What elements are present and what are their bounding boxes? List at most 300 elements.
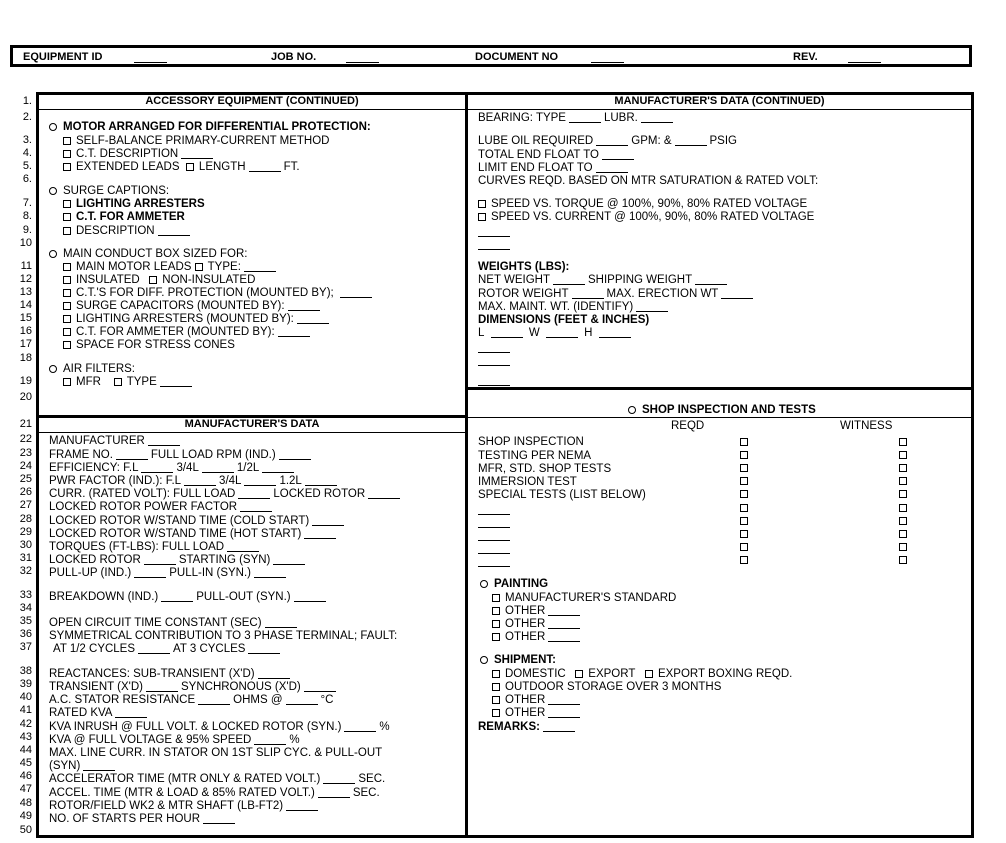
space-stress-checkbox[interactable] (63, 341, 71, 349)
export-label: EXPORT (588, 668, 636, 680)
paint-other-label: OTHER (505, 618, 546, 630)
lighting-arresters-checkbox[interactable] (63, 200, 71, 208)
line-number: 6. (22, 173, 32, 185)
line-number: 46 (19, 770, 32, 782)
mfr-standard-checkbox[interactable] (492, 594, 500, 602)
shipment-heading: SHIPMENT: (480, 654, 556, 667)
line-number: 2. (22, 111, 32, 123)
kva-inrush-field[interactable] (344, 721, 376, 732)
line-number: 1. (22, 95, 32, 107)
line-number: 49 (19, 810, 32, 822)
total-end-float-field[interactable] (602, 149, 634, 160)
max-erection-label: MAX. ERECTION WT (606, 288, 719, 300)
rev-field[interactable] (848, 62, 881, 63)
space-stress-label: SPACE FOR STRESS CONES (76, 339, 235, 351)
ship-other-label: OTHER (505, 707, 546, 719)
syn-field[interactable] (83, 760, 115, 771)
ct-description-label: C.T. DESCRIPTION (76, 148, 179, 160)
paint-other-label: OTHER (505, 605, 546, 617)
speed-current-checkbox[interactable] (478, 213, 486, 221)
test-immersion: IMMERSION TEST (478, 476, 577, 488)
eff-1-2-field[interactable] (262, 462, 294, 473)
torques-field[interactable] (227, 541, 259, 552)
reqd-checkbox[interactable] (740, 530, 748, 538)
main-motor-leads-checkbox[interactable] (63, 263, 71, 271)
lube-oil-label: LUBE OIL REQUIRED (478, 135, 594, 147)
ship-other-field[interactable] (548, 694, 580, 705)
ship-other-label: OTHER (505, 694, 546, 706)
psig-label: PSIG (709, 135, 737, 147)
description-label: DESCRIPTION (76, 225, 155, 237)
accel-time2-label: ACCEL. TIME (MTR & LOAD & 85% RATED VOLT.) (49, 787, 315, 799)
lube-oil-field[interactable] (596, 135, 628, 146)
speed-torque-checkbox[interactable] (478, 200, 486, 208)
witness-header: WITNESS (840, 420, 893, 432)
line-number: 25 (19, 473, 32, 485)
special-test-line[interactable] (478, 540, 510, 541)
at-3-field[interactable] (248, 643, 280, 654)
locked-cold-field[interactable] (312, 515, 344, 526)
accel-time-label: ACCELERATOR TIME (MTR ONLY & RATED VOLT.) (49, 773, 321, 785)
syn-label: (SYN) (49, 760, 81, 772)
blank-line[interactable] (49, 836, 81, 837)
bearing-type-label: BEARING: TYPE (478, 112, 566, 124)
air-filters-radio[interactable] (49, 365, 57, 373)
total-end-float-label: TOTAL END FLOAT TO (478, 149, 599, 161)
painting-heading: PAINTING (480, 578, 548, 591)
reqd-checkbox[interactable] (740, 504, 748, 512)
ct-ammeter-mounted-field[interactable] (278, 326, 310, 337)
shop-divider (468, 417, 971, 418)
type-checkbox[interactable] (195, 263, 203, 271)
job-no-field[interactable] (346, 62, 379, 63)
curr-locked-rotor-label: LOCKED ROTOR (273, 488, 366, 500)
mfr-continued-title: MANUFACTURER'S DATA (CONTINUED) (468, 95, 971, 110)
starting-label: STARTING (SYN) (178, 554, 271, 566)
rated-kva-label: RATED KVA (49, 707, 113, 719)
surge-heading: SURGE CAPTIONS: (49, 185, 169, 198)
paint-other-label: OTHER (505, 631, 546, 643)
speed-current-label: SPEED VS. CURRENT @ 100%, 90%, 80% RATED VOLTAGE (491, 211, 815, 223)
ohms-temp-field[interactable] (286, 694, 318, 705)
remarks-field[interactable] (543, 721, 575, 732)
rotor-wk2-field[interactable] (286, 800, 318, 811)
line-number: 47 (19, 783, 32, 795)
line-number: 33 (19, 589, 32, 601)
line-number: 28 (19, 513, 32, 525)
line-number: 45 (19, 757, 32, 769)
conduct-box-radio[interactable] (49, 250, 57, 258)
export-boxing-label: EXPORT BOXING REQD. (657, 668, 793, 680)
line-number: 7. (22, 197, 32, 209)
remarks-label: REMARKS: (478, 721, 540, 733)
line-number: 27 (19, 499, 32, 511)
accel-time-field[interactable] (323, 773, 355, 784)
dim-l-field[interactable] (491, 327, 523, 338)
domestic-label: DOMESTIC (505, 668, 566, 680)
open-circuit-label: OPEN CIRCUIT TIME CONSTANT (SEC) (49, 617, 262, 629)
curr-label: CURR. (RATED VOLT): FULL LOAD (49, 488, 236, 500)
line-number: 42 (19, 718, 32, 730)
reqd-checkbox[interactable] (740, 556, 748, 564)
pull-in-label: PULL-IN (SYN.) (169, 567, 252, 579)
length-field[interactable] (249, 161, 281, 172)
shipment-radio[interactable] (480, 656, 488, 664)
speed-torque-label: SPEED VS. TORQUE @ 100%, 90%, 80% RATED VOLTAGE (491, 198, 808, 210)
full-load-rpm-field[interactable] (279, 449, 311, 460)
curves-label: CURVES REQD. BASED ON MTR SATURATION & RATED VOLT: (478, 175, 819, 187)
locked-rotor-label: LOCKED ROTOR (49, 554, 141, 566)
shipping-weight-label: SHIPPING WEIGHT (587, 274, 693, 286)
filter-type-checkbox[interactable] (114, 378, 122, 386)
gpm-label: GPM: & (631, 135, 672, 147)
ct-ammeter-label: C.T. FOR AMMETER (76, 211, 185, 223)
locked-hot-field[interactable] (304, 528, 336, 539)
mfr-data-title: MANUFACTURER'S DATA (39, 418, 465, 433)
test-mfr-std: MFR, STD. SHOP TESTS (478, 463, 612, 475)
psig-field[interactable] (675, 135, 707, 146)
eff-3-4-label: 3/4L (176, 462, 199, 474)
accessory-equipment-section (36, 92, 468, 418)
witness-checkbox[interactable] (899, 556, 907, 564)
lubr-label: LUBR. (603, 112, 638, 124)
line-number: 26 (19, 486, 32, 498)
non-insulated-label: NON-INSULATED (162, 274, 256, 286)
locked-rotor-field[interactable] (144, 554, 176, 565)
max-maint-field[interactable] (636, 301, 668, 312)
witness-checkbox[interactable] (899, 517, 907, 525)
locked-rotor-pf-label: LOCKED ROTOR POWER FACTOR (49, 501, 238, 513)
shop-inspection-radio[interactable] (628, 406, 636, 414)
test-shop-inspection: SHOP INSPECTION (478, 436, 584, 448)
breakdown-field[interactable] (161, 591, 193, 602)
lubr-field[interactable] (641, 112, 673, 123)
paint-other-field[interactable] (548, 618, 580, 629)
witness-checkbox[interactable] (899, 464, 907, 472)
rotor-weight-field[interactable] (572, 288, 604, 299)
job-no-label: JOB NO. (271, 51, 317, 63)
ct-ammeter-mounted-checkbox[interactable] (63, 328, 71, 336)
length-label: LENGTH (198, 161, 246, 173)
line-number: 50 (19, 824, 32, 836)
reqd-checkbox[interactable] (740, 490, 748, 498)
blank-line[interactable] (478, 249, 510, 250)
eff-3-4-field[interactable] (202, 462, 234, 473)
transient-label: TRANSIENT (X'D) (49, 681, 143, 693)
document-no-label: DOCUMENT NO (475, 51, 559, 63)
pwr-factor-label: PWR FACTOR (IND.): F.L (49, 475, 182, 487)
line-number: 17 (19, 338, 32, 350)
reqd-checkbox[interactable] (740, 517, 748, 525)
transient-field[interactable] (146, 681, 178, 692)
line-number: 31 (19, 552, 32, 564)
surge-capacitors-checkbox[interactable] (63, 302, 71, 310)
synchronous-label: SYNCHRONOUS (X'D) (181, 681, 301, 693)
locked-rotor-pf-field[interactable] (240, 501, 272, 512)
reqd-checkbox[interactable] (740, 451, 748, 459)
dim-h-field[interactable] (599, 327, 631, 338)
witness-checkbox[interactable] (899, 451, 907, 459)
reqd-checkbox[interactable] (740, 543, 748, 551)
manufacturer-field[interactable] (148, 435, 180, 446)
self-balance-label: SELF-BALANCE PRIMARY-CURRENT METHOD (76, 135, 330, 147)
open-circuit-field[interactable] (265, 617, 297, 628)
line-number: 36 (19, 628, 32, 640)
line-number: 34 (19, 602, 32, 614)
witness-checkbox[interactable] (899, 504, 907, 512)
line-number: 43 (19, 731, 32, 743)
witness-checkbox[interactable] (899, 490, 907, 498)
blank-line[interactable] (478, 236, 510, 237)
witness-checkbox[interactable] (899, 530, 907, 538)
rotor-wk2-label: ROTOR/FIELD WK2 & MTR SHAFT (LB-FT2) (49, 800, 284, 812)
pull-out-field[interactable] (294, 591, 326, 602)
type-field[interactable] (244, 261, 276, 272)
frame-no-field[interactable] (116, 449, 148, 460)
line-number: 10 (19, 237, 32, 249)
bearing-type-field[interactable] (569, 112, 601, 123)
pull-in-field[interactable] (254, 567, 286, 578)
cts-diff-checkbox[interactable] (63, 289, 71, 297)
kva-full-pct: % (289, 734, 300, 746)
domestic-checkbox[interactable] (492, 670, 500, 678)
ship-other-checkbox[interactable] (492, 709, 500, 717)
limit-end-float-label: LIMIT END FLOAT TO (478, 162, 593, 174)
accel-time2-sec: SEC. (352, 787, 380, 799)
starts-per-hour-label: NO. OF STARTS PER HOUR (49, 813, 201, 825)
line-number: 39 (19, 678, 32, 690)
blank-line[interactable] (478, 385, 510, 386)
blank-line[interactable] (478, 365, 510, 366)
frame-no-label: FRAME NO. (49, 449, 113, 461)
special-test-line[interactable] (478, 514, 510, 515)
insulated-label: INSULATED (76, 274, 140, 286)
line-number: 11 (20, 260, 32, 272)
dimensions-heading: DIMENSIONS (FEET & INCHES) (478, 314, 650, 326)
surge-radio[interactable] (49, 187, 57, 195)
paint-other-checkbox[interactable] (492, 607, 500, 615)
line-number: 8. (22, 210, 32, 222)
efficiency-fl-field[interactable] (141, 462, 173, 473)
witness-checkbox[interactable] (899, 543, 907, 551)
reqd-checkbox[interactable] (740, 477, 748, 485)
weights-heading: WEIGHTS (LBS): (478, 261, 570, 273)
rotor-weight-label: ROTOR WEIGHT (478, 288, 569, 300)
ship-other-field[interactable] (548, 707, 580, 718)
shop-title: SHOP INSPECTION AND TESTS (628, 404, 816, 417)
line-number: 15 (19, 312, 32, 324)
shop-inspection-section (465, 387, 974, 838)
line-number: 16 (19, 325, 32, 337)
witness-checkbox[interactable] (899, 477, 907, 485)
pf-3-4-label: 3/4L (219, 475, 242, 487)
equipment-id-field[interactable] (134, 62, 167, 63)
extended-leads-label: EXTENDED LEADS (76, 161, 180, 173)
cts-diff-field[interactable] (340, 287, 372, 298)
lighting-mounted-field[interactable] (297, 313, 329, 324)
line-number: 4. (22, 147, 32, 159)
pull-up-field[interactable] (134, 567, 166, 578)
line-number: 38 (19, 665, 32, 677)
outdoor-storage-checkbox[interactable] (492, 683, 500, 691)
cts-diff-label: C.T.'S FOR DIFF. PROTECTION (MOUNTED BY); (76, 287, 334, 299)
special-test-line[interactable] (478, 553, 510, 554)
efficiency-label: EFFICIENCY: F.L (49, 462, 139, 474)
line-number: 44 (19, 744, 32, 756)
shipping-weight-field[interactable] (695, 274, 727, 285)
mfr-label: MFR (76, 376, 101, 388)
kva-inrush-label: KVA INRUSH @ FULL VOLT. & LOCKED ROTOR (SYN.) (49, 721, 342, 733)
rev-label: REV. (793, 51, 818, 63)
blank-line[interactable] (478, 352, 510, 353)
paint-other-checkbox[interactable] (492, 633, 500, 641)
full-load-rpm-label: FULL LOAD RPM (IND.) (150, 449, 276, 461)
line-number: 29 (19, 526, 32, 538)
limit-end-float-field[interactable] (596, 162, 628, 173)
dim-w-label: W (528, 327, 540, 339)
max-erection-field[interactable] (721, 288, 753, 299)
curr-full-load-field[interactable] (238, 488, 270, 499)
motor-protection-heading: MOTOR ARRANGED FOR DIFFERENTIAL PROTECTION: (49, 121, 371, 134)
accel-time-sec: SEC. (358, 773, 386, 785)
line-number: 21 (19, 418, 32, 430)
line-number: 18 (19, 352, 32, 364)
export-checkbox[interactable] (575, 670, 583, 678)
ohms-label: OHMS @ (233, 694, 283, 706)
export-boxing-checkbox[interactable] (645, 670, 653, 678)
at-half-label: AT 1/2 CYCLES (53, 643, 136, 655)
filter-type-label: TYPE (126, 376, 157, 388)
kva-full-field[interactable] (254, 734, 286, 745)
extended-leads-checkbox[interactable] (63, 163, 71, 171)
line-number: 14 (19, 299, 32, 311)
max-maint-label: MAX. MAINT. WT. (IDENTIFY) (478, 301, 634, 313)
stator-resistance-label: A.C. STATOR RESISTANCE (49, 694, 196, 706)
line-number: 19 (19, 375, 32, 387)
eff-1-2-label: 1/2L (236, 462, 260, 474)
paint-other-field[interactable] (548, 631, 580, 642)
line-number: 5. (22, 160, 32, 172)
torques-label: TORQUES (FT-LBS): FULL LOAD (49, 541, 225, 553)
lighting-mounted-label: LIGHTING ARRESTERS (MOUNTED BY): (76, 313, 294, 325)
line-number: 24 (19, 460, 32, 472)
mfr-standard-label: MANUFACTURER'S STANDARD (505, 592, 677, 604)
paint-other-field[interactable] (548, 605, 580, 616)
line-number: 48 (19, 797, 32, 809)
rated-kva-field[interactable] (115, 707, 147, 718)
net-weight-field[interactable] (553, 274, 585, 285)
conduct-box-heading: MAIN CONDUCT BOX SIZED FOR: (49, 248, 247, 261)
net-weight-label: NET WEIGHT (478, 274, 550, 286)
manufacturer-label: MANUFACTURER (49, 435, 145, 447)
symmetrical-label: SYMMETRICAL CONTRIBUTION TO 3 PHASE TERMINAL; FAULT: (49, 630, 398, 642)
description-field[interactable] (158, 225, 190, 236)
header-bar (10, 45, 972, 67)
filter-type-field[interactable] (160, 376, 192, 387)
mfr-checkbox[interactable] (63, 378, 71, 386)
stator-resistance-field[interactable] (198, 694, 230, 705)
line-number: 20 (19, 391, 32, 403)
type-label: TYPE: (207, 261, 241, 273)
reqd-checkbox[interactable] (740, 464, 748, 472)
motor-protection-radio[interactable] (49, 123, 57, 131)
starts-per-hour-field[interactable] (203, 813, 235, 824)
ft-label: FT. (283, 161, 300, 173)
special-test-line[interactable] (478, 566, 510, 567)
ct-description-checkbox[interactable] (63, 150, 71, 158)
special-test-line[interactable] (478, 527, 510, 528)
starting-field[interactable] (273, 554, 305, 565)
paint-other-checkbox[interactable] (492, 620, 500, 628)
curr-locked-rotor-field[interactable] (368, 488, 400, 499)
manufacturer-data-section (36, 415, 468, 838)
deg-c-label: °C (320, 694, 334, 706)
locked-cold-label: LOCKED ROTOR W/STAND TIME (COLD START) (49, 515, 310, 527)
lighting-arresters-label: LIGHTING ARRESTERS (76, 198, 205, 210)
non-insulated-checkbox[interactable] (149, 276, 157, 284)
test-special: SPECIAL TESTS (LIST BELOW) (478, 489, 646, 501)
pull-up-label: PULL-UP (IND.) (49, 567, 132, 579)
painting-radio[interactable] (480, 580, 488, 588)
ship-other-checkbox[interactable] (492, 696, 500, 704)
ct-ammeter-checkbox[interactable] (63, 213, 71, 221)
at-half-field[interactable] (138, 643, 170, 654)
pull-out-label: PULL-OUT (SYN.) (196, 591, 291, 603)
equipment-id-label: EQUIPMENT ID (23, 51, 103, 63)
accel-time2-field[interactable] (318, 787, 350, 798)
pf-3-4-field[interactable] (244, 475, 276, 486)
self-balance-checkbox[interactable] (63, 137, 71, 145)
line-number: 37 (19, 641, 32, 653)
line-number: 22 (19, 433, 32, 445)
line-number: 3. (22, 134, 32, 146)
surge-capacitors-label: SURGE CAPACITORS (MOUNTED BY): (76, 300, 285, 312)
document-no-field[interactable] (591, 62, 624, 63)
line-number: 12 (19, 273, 32, 285)
line-number: 13 (19, 286, 32, 298)
outdoor-storage-label: OUTDOOR STORAGE OVER 3 MONTHS (505, 681, 722, 693)
pf-fl-field[interactable] (184, 475, 216, 486)
lighting-mounted-checkbox[interactable] (63, 315, 71, 323)
accessory-title: ACCESSORY EQUIPMENT (CONTINUED) (39, 95, 465, 110)
surge-capacitors-field[interactable] (288, 300, 320, 311)
line-number: 32 (19, 565, 32, 577)
reactances-field[interactable] (258, 668, 290, 679)
at-3-label: AT 3 CYCLES (173, 643, 246, 655)
max-line-label: MAX. LINE CURR. IN STATOR ON 1ST SLIP CYC. & PULL-OUT (49, 747, 383, 759)
length-checkbox[interactable] (186, 163, 194, 171)
synchronous-field[interactable] (304, 681, 336, 692)
locked-hot-label: LOCKED ROTOR W/STAND TIME (HOT START) (49, 528, 302, 540)
reqd-header: REQD (671, 420, 705, 432)
reqd-checkbox[interactable] (740, 438, 748, 446)
description-checkbox[interactable] (63, 227, 71, 235)
pf-1-2-field[interactable] (305, 475, 337, 486)
dim-l-label: L (478, 327, 485, 339)
ct-description-field[interactable] (181, 148, 213, 159)
line-number: 23 (19, 447, 32, 459)
dim-w-field[interactable] (546, 327, 578, 338)
line-number: 30 (19, 539, 32, 551)
dim-h-label: H (584, 327, 593, 339)
breakdown-label: BREAKDOWN (IND.) (49, 591, 159, 603)
witness-checkbox[interactable] (899, 438, 907, 446)
kva-full-label: KVA @ FULL VOLTAGE & 95% SPEED (49, 734, 252, 746)
main-motor-leads-label: MAIN MOTOR LEADS (76, 261, 192, 273)
line-number: 40 (19, 691, 32, 703)
reactances-label: REACTANCES: SUB-TRANSIENT (X'D) (49, 668, 255, 680)
insulated-checkbox[interactable] (63, 276, 71, 284)
